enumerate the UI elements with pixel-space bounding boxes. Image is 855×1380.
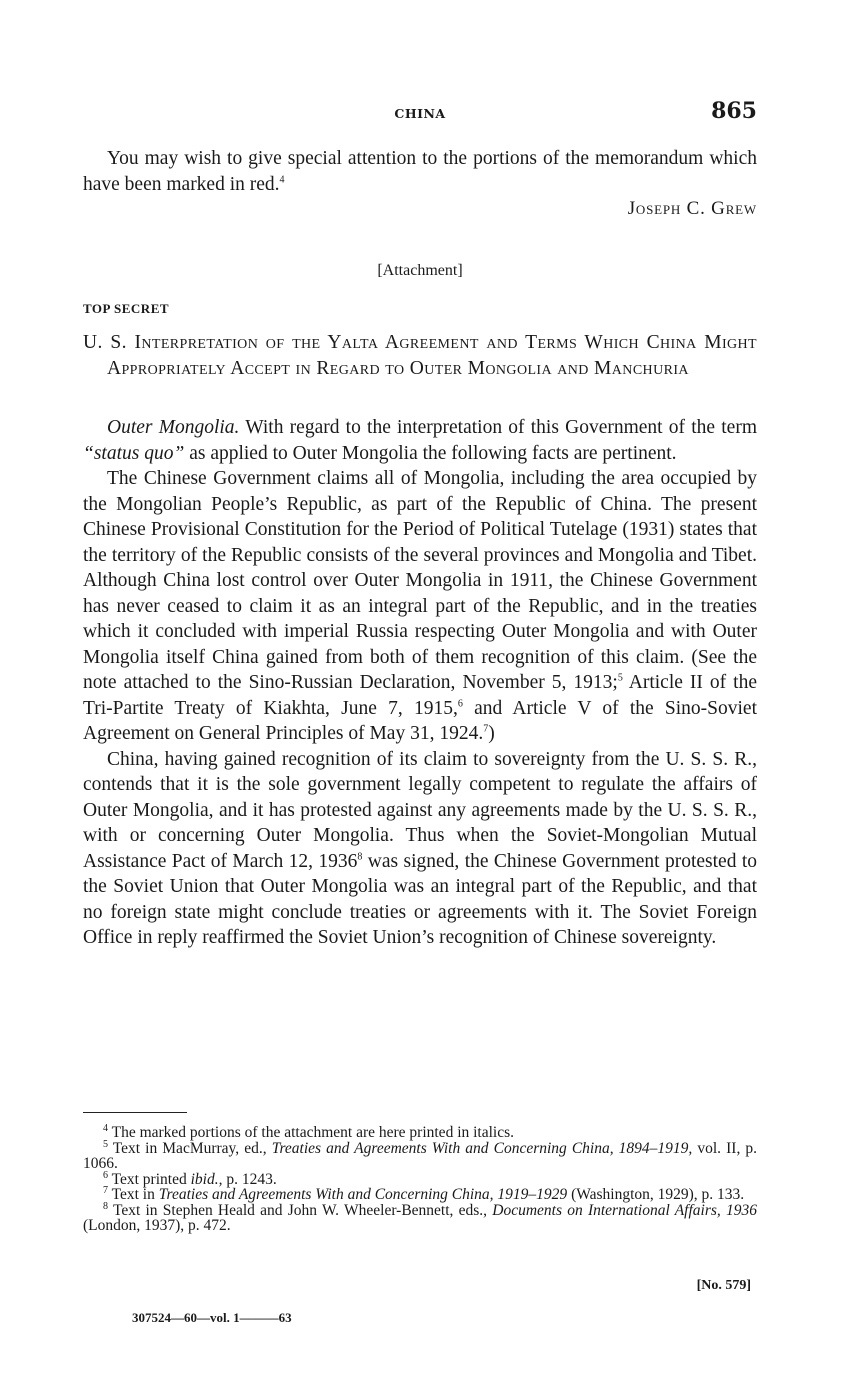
footnotes xyxy=(83,1122,757,1234)
print-code: 307524—60—vol. 1———63 xyxy=(132,1310,292,1325)
footnote-7 xyxy=(83,1184,757,1203)
paragraph-text: With regard to the interpretation of this Government of the term xyxy=(239,417,757,438)
footnote-title: Treaties and Agreements With and Concerning China, 1894–1919, xyxy=(271,1139,693,1157)
footnote-8 xyxy=(83,1200,757,1234)
paragraph-text: The Chinese Government claims all of Mongolia, including the area occupied by the Mongolian People’s Republic, as part of the Republic of China. The present Chinese Provisional Constitution for the Period of Political Tutelage (1931) states that the territory of the Republic consists of the several provinces and Mongolia and Tibet. Although China lost control over Outer Mongolia in 1911, the Chinese Government has never ceased to claim it as an integral part of the Republic, and in the treaties which it concluded with imperial Russia respecting Outer Mongolia and with Outer Mongolia itself China gained from both of them recognition of this claim. (See the note attached to the Sino-Russian Declaration, November 5, 1913; xyxy=(83,468,757,693)
footnote-ref-8: 8 xyxy=(357,851,363,862)
footnote-5 xyxy=(83,1138,757,1172)
paragraph-outer-mongolia-intro xyxy=(83,415,757,466)
footnote-ref-7: 7 xyxy=(483,723,489,735)
footnote-mark: 5 xyxy=(103,1138,108,1150)
paragraph-text: was signed, the Chinese Government protested to the Soviet Union that Outer Mongolia was an integral part of the Republic, and that no foreign state might conclude treaties or agreements with it. The Soviet Foreign Office in reply reaffirmed the Soviet Union’s recognition of Chinese sovereignty. xyxy=(83,850,758,948)
footnote-text: The marked portions of the attachment are here printed in italics. xyxy=(108,1124,515,1141)
footnote-text: Text printed xyxy=(108,1170,191,1188)
footnote-text: (Washington, 1929), p. 133. xyxy=(567,1186,745,1203)
memorandum-heading: U. S. Interpretation of the Yalta Agreement and Terms Which China Might Appropriately Accept in Regard to Outer Mongolia and Manchuria xyxy=(83,332,757,379)
classification-label: TOP SECRET xyxy=(83,301,170,316)
paragraph-text: ) xyxy=(488,723,495,744)
status-quo-term: “status quo” xyxy=(83,442,185,464)
running-title: CHINA xyxy=(394,106,446,121)
footnote-mark: 6 xyxy=(103,1169,108,1181)
intro-paragraph xyxy=(83,146,757,197)
footnote-text: vol. II, p. 1066. xyxy=(83,1139,757,1172)
paragraph-text: and Article V of the Sino-Soviet Agreement on General Principles of May 31, 1924. xyxy=(83,697,757,744)
page-number: 865 xyxy=(711,98,757,124)
paragraph-chinese-claim xyxy=(83,466,757,747)
footnote-6 xyxy=(83,1169,757,1188)
signature: Joseph C. Grew xyxy=(627,198,757,219)
footnote-title: Treaties and Agreements With and Concerning China, 1919–1929 xyxy=(158,1186,568,1203)
memorandum-body xyxy=(83,415,757,951)
running-header xyxy=(83,98,757,128)
paragraph-sovereignty xyxy=(83,747,757,951)
section-lead: Outer Mongolia. xyxy=(107,417,240,438)
footnote-ref-6: 6 xyxy=(457,698,463,709)
footnote-divider xyxy=(83,1112,187,1113)
footnote-mark: 7 xyxy=(103,1184,108,1196)
footnote-text: Text in MacMurray, ed., xyxy=(108,1139,272,1157)
intro-text: You may wish to give special attention to the portions of the memorandum which have been marked in red. xyxy=(83,148,757,195)
footnote-mark: 4 xyxy=(103,1122,108,1134)
footnote-ref-4: 4 xyxy=(279,174,285,185)
footnote-4 xyxy=(83,1122,757,1141)
footnote-text: p. 1243. xyxy=(222,1170,277,1188)
paragraph-text: Article II of the Tri-Partite Treaty of Kiakhta, June 7, 1915, xyxy=(83,672,758,719)
footnote-text: Text in Stephen Heald and John W. Wheeler-Bennett, eds., xyxy=(108,1201,493,1219)
footnote-title: Documents on International Affairs, 1936 xyxy=(492,1201,757,1219)
footnote-text: Text in xyxy=(108,1186,159,1203)
paragraph-text: China, having gained recognition of its claim to sovereignty from the U. S. S. R., contends that it is the sole government legally competent to regulate the affairs of Outer Mongolia, and it has protested against any agreements made by the U. S. S. R., with or concerning Outer Mongolia. Thus when the Soviet-Mongolian Mutual Assistance Pact of March 12, 1936 xyxy=(83,748,757,872)
footnote-mark: 8 xyxy=(103,1200,108,1212)
document-number: [No. 579] xyxy=(696,1278,751,1293)
footnote-ref-5: 5 xyxy=(617,672,623,684)
attachment-label: [Attachment] xyxy=(377,262,463,279)
paragraph-text: as applied to Outer Mongolia the following facts are pertinent. xyxy=(184,442,677,464)
footnote-title: ibid., xyxy=(190,1170,223,1188)
footnote-text: (London, 1937), p. 472. xyxy=(83,1217,231,1234)
